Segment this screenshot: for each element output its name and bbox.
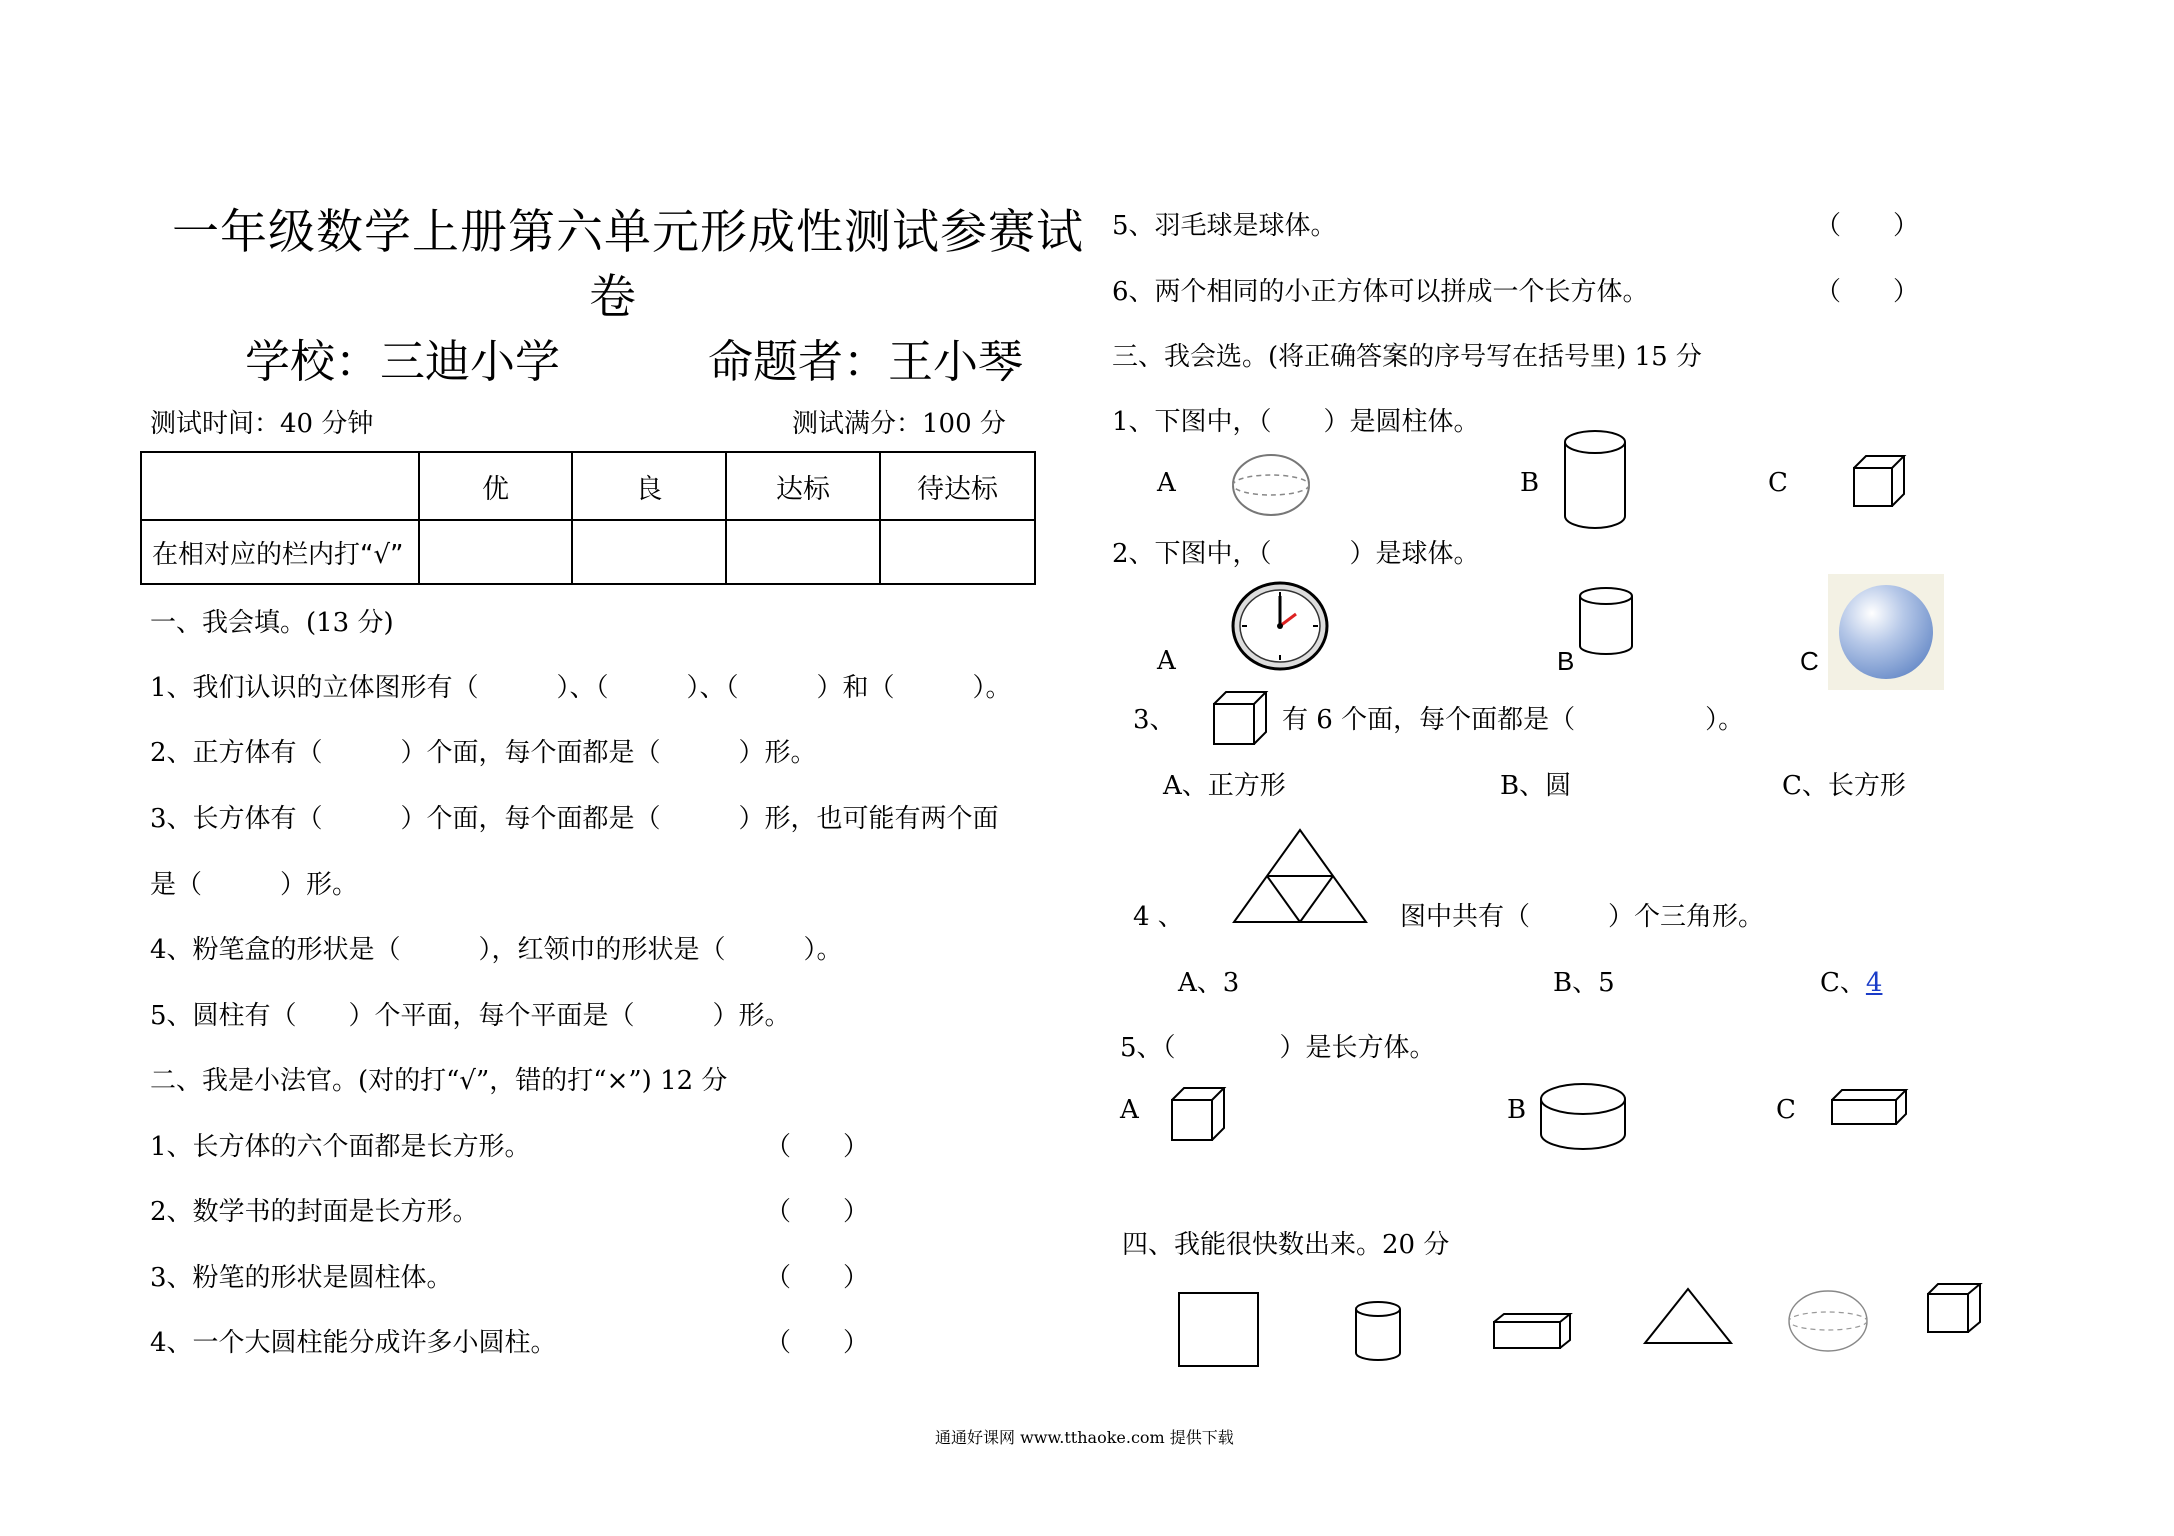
section2-item-5: 5、羽毛球是球体。	[1112, 211, 1337, 241]
section3-q3-number: 3、	[1133, 705, 1176, 735]
small-cylinder-figure	[1354, 1300, 1402, 1362]
ball-figure	[1828, 574, 1944, 690]
option-label-c: C	[1800, 646, 1819, 676]
section4-heading: 四、我能很快数出来。20 分	[1122, 1230, 1450, 1260]
page-title-continued: 卷	[589, 270, 637, 325]
section3-q5: 5、（ ）是长方体。	[1120, 1033, 1436, 1063]
grade-header-good: 良	[572, 452, 726, 520]
section1-q3: 3、长方体有（ ）个面，每个面都是（ ）形，也可能有两个面	[150, 804, 999, 834]
option-label-c: C	[1776, 1095, 1796, 1125]
q4-option-b: B、5	[1553, 968, 1615, 998]
cube-figure	[1852, 454, 1908, 510]
cuboid-figure	[1830, 1088, 1910, 1128]
q3-option-a: A、正方形	[1163, 771, 1286, 801]
grade-cell-excellent[interactable]	[419, 520, 572, 584]
section2-heading: 二、我是小法官。(对的打“√”，错的打“×”) 12 分	[150, 1066, 728, 1096]
answer-blank[interactable]: （ ）	[765, 1263, 870, 1293]
q4-option-c-label: C、	[1820, 968, 1866, 998]
option-label-b: B	[1520, 468, 1540, 498]
q4-option-c	[1820, 962, 1882, 999]
cube-figure	[1212, 690, 1270, 746]
test-full-score: 测试满分：100 分	[792, 409, 1006, 439]
section3-q4: 图中共有（ ）个三角形。	[1400, 902, 1765, 932]
grade-cell-pass[interactable]	[726, 520, 880, 584]
section2-item-3: 3、粉笔的形状是圆柱体。	[150, 1263, 453, 1293]
section2-item-1: 1、长方体的六个面都是长方形。	[150, 1132, 531, 1162]
section2-item-6: 6、两个相同的小正方体可以拼成一个长方体。	[1112, 277, 1649, 307]
short-cylinder-figure	[1538, 1082, 1628, 1154]
triangle-figure	[1642, 1286, 1734, 1346]
section3-q3: 有 6 个面，每个面都是（ ）。	[1282, 705, 1745, 735]
cuboid-figure	[1492, 1312, 1572, 1350]
section3-q1: 1、下图中，（ ）是圆柱体。	[1112, 407, 1480, 437]
section3-q2: 2、下图中，（ ）是球体。	[1112, 539, 1480, 569]
grade-row-label: 在相对应的栏内打“√”	[141, 520, 419, 584]
section2-item-4: 4、一个大圆柱能分成许多小圆柱。	[150, 1328, 557, 1358]
option-label-a: A	[1157, 468, 1176, 498]
answer-blank[interactable]: （ ）	[765, 1132, 870, 1162]
section1-q4: 4、粉笔盒的形状是（ ），红领巾的形状是（ ）。	[150, 935, 843, 965]
footer-source: 通通好课网 www.tthaoke.com 提供下载	[935, 1428, 1234, 1447]
answer-blank[interactable]: （ ）	[765, 1328, 870, 1358]
triangle-puzzle-figure	[1230, 826, 1370, 926]
section1-q3-continued: 是（ ）形。	[150, 870, 359, 900]
grade-cell-needs-work[interactable]	[880, 520, 1035, 584]
q4-option-c-link[interactable]: 4	[1865, 968, 1883, 998]
section1-q5: 5、圆柱有（ ）个平面，每个平面是（ ）形。	[150, 1001, 791, 1031]
cube-figure	[1926, 1282, 1984, 1334]
school-label: 学校：三迪小学	[245, 335, 561, 388]
grade-header-needs-work: 待达标	[880, 452, 1035, 520]
grade-cell-good[interactable]	[572, 520, 726, 584]
grade-header-pass: 达标	[726, 452, 880, 520]
q4-option-a: A、3	[1178, 968, 1240, 998]
page-title: 一年级数学上册第六单元形成性测试参赛试	[172, 205, 1084, 260]
cube-figure	[1170, 1086, 1228, 1142]
option-label-a: A	[1157, 646, 1176, 676]
option-label-b: B	[1507, 1095, 1527, 1125]
sphere-outline-figure	[1230, 452, 1312, 518]
grade-header-excellent: 优	[419, 452, 572, 520]
option-label-a: A	[1120, 1095, 1139, 1125]
sphere-outline-figure	[1786, 1288, 1870, 1354]
small-cylinder-figure	[1578, 586, 1634, 656]
section2-item-2: 2、数学书的封面是长方形。	[150, 1197, 479, 1227]
grade-table	[140, 451, 1036, 585]
section1-q1: 1、我们认识的立体图形有（ ）、（ ）、（ ）和（ ）。	[150, 673, 1012, 703]
answer-blank[interactable]: （ ）	[1815, 277, 1920, 307]
cylinder-figure	[1562, 428, 1628, 530]
section3-heading: 三、我会选。(将正确答案的序号写在括号里) 15 分	[1112, 342, 1702, 372]
clock-figure	[1230, 580, 1330, 672]
grade-table-corner	[141, 452, 419, 520]
section1-q2: 2、正方体有（ ）个面，每个面都是（ ）形。	[150, 738, 817, 768]
author-label: 命题者：王小琴	[708, 335, 1024, 388]
answer-blank[interactable]: （ ）	[1815, 211, 1920, 241]
q3-option-c: C、长方形	[1782, 771, 1906, 801]
test-time: 测试时间：40 分钟	[150, 409, 374, 439]
option-label-c: C	[1768, 468, 1788, 498]
answer-blank[interactable]: （ ）	[765, 1197, 870, 1227]
option-label-b: B	[1557, 646, 1575, 676]
section1-heading: 一、我会填。(13 分)	[150, 608, 394, 638]
square-figure	[1178, 1292, 1260, 1368]
section3-q4-number: 4 、	[1133, 902, 1184, 932]
q3-option-b: B、圆	[1500, 771, 1572, 801]
